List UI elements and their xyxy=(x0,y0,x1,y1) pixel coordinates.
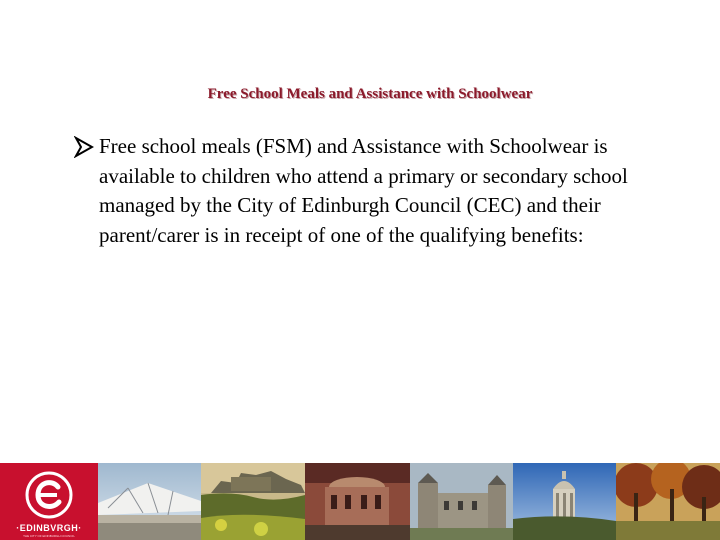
autumn-park-photo xyxy=(616,463,720,540)
holyrood-palace-photo xyxy=(410,463,513,540)
edinburgh-castle-photo xyxy=(201,463,305,540)
slide-title: Free School Meals and Assistance with Schoolwear xyxy=(207,86,533,102)
calton-hill-monument-photo xyxy=(513,463,616,540)
bullet-text: Free school meals (FSM) and Assistance with Schoolwear is available to children who attend a primary or secondary school managed by the City of Edinburgh Council (CEC) and their parent/carer is in receipt of one of the qualifying benefits: xyxy=(99,134,628,247)
logo-subtext: THE CITY OF EDINBURGH COUNCIL xyxy=(23,534,75,538)
edinburgh-logo xyxy=(0,463,98,540)
arrow-bullet-icon xyxy=(74,136,94,158)
footer-banner xyxy=(0,463,720,540)
edinburgh-emblem-icon xyxy=(24,469,74,521)
scottish-parliament-canopy-photo xyxy=(98,463,201,540)
usher-hall-photo xyxy=(305,463,410,540)
bullet-list xyxy=(74,132,634,250)
logo-wordmark: ·EDINBVRGH· xyxy=(16,523,82,533)
bullet-item xyxy=(74,132,634,250)
